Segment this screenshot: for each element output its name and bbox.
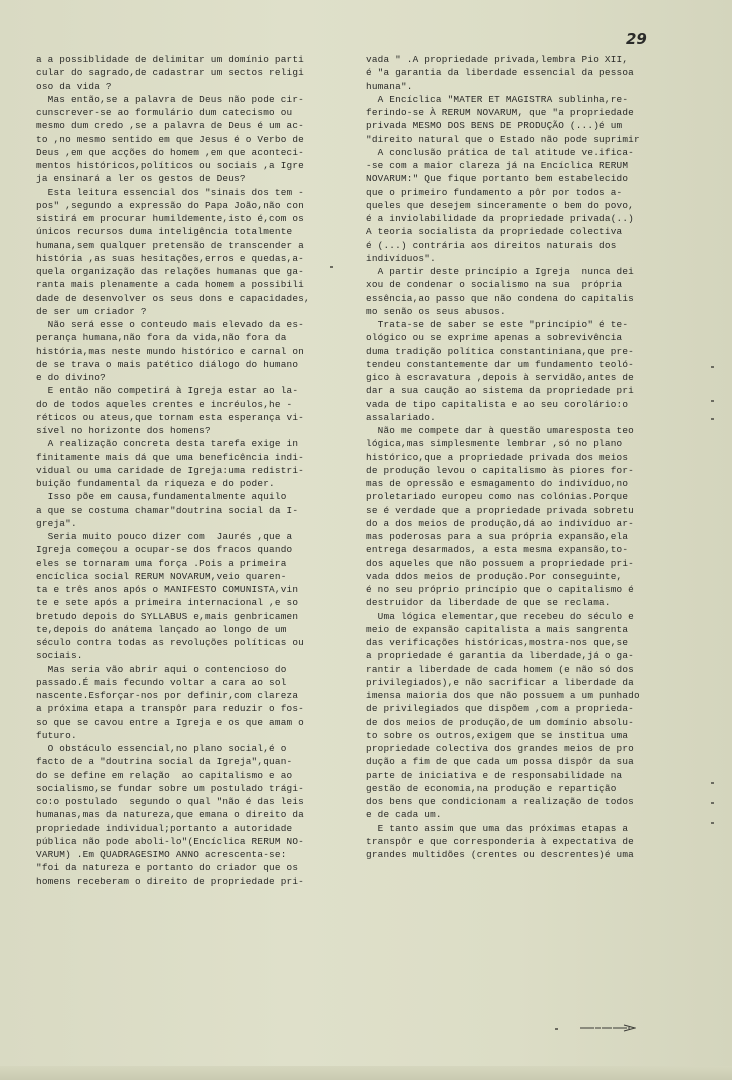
text-line: gestão de economia,na produção e repartição xyxy=(366,782,617,794)
text-line: grandes multidões (crentes ou descrentes)é uma xyxy=(366,849,634,860)
text-line: quela organização das relações humanas que ga- xyxy=(36,266,304,277)
text-line: so que se cavou entre a Igreja e os que amam o xyxy=(36,716,304,728)
text-line: passado.É mais fecundo voltar a cara ao sol xyxy=(36,676,287,688)
text-line: essência,ao passo que não condena do capitalis xyxy=(366,292,634,304)
text-line: dos aqueles que não possuem a propriedade pri- xyxy=(366,557,634,569)
text-line: to sobre os outros,exigem que se institua uma xyxy=(366,729,629,741)
text-line: Uma lógica elementar,que recebeu do século e xyxy=(366,610,634,622)
text-line: destruidor da liberdade de que se reclama. xyxy=(366,597,611,609)
scan-speck xyxy=(711,782,714,784)
text-line: Deus ,em que acções do homem ,em que aconteci- xyxy=(36,146,304,158)
text-line: únicos recursos duma inteligência totalmente xyxy=(36,226,293,238)
text-line: e do divino? xyxy=(36,372,106,383)
text-line: tendeu constantemente dar um fundamento teoló- xyxy=(366,358,634,370)
text-line: Não será esse o conteudo mais elevado da es- xyxy=(36,319,304,330)
text-line: do a dos meios de produção,dá ao indivíduo ar- xyxy=(366,517,634,529)
text-line: homens receberam o direito de propriedade pri- xyxy=(36,875,304,887)
text-line: a próxima etapa a transpôr para reduzir o fos- xyxy=(36,703,304,715)
text-line: xou de condenar o socialismo na sua própria xyxy=(366,279,623,291)
text-line: dução a fim de que cada um possa dispôr da sua xyxy=(366,756,634,768)
text-line: do de todos aqueles crentes e incréulos,he - xyxy=(36,398,293,410)
text-line: vada " .A propriedade privada,lembra Pio XII, xyxy=(366,54,629,65)
text-line: O obstáculo essencial,no plano social,é o xyxy=(36,743,287,754)
scan-speck xyxy=(711,822,714,824)
text-line: transpôr e que corresponderia à expectativa de xyxy=(366,835,634,847)
page-number: 29 xyxy=(626,30,647,48)
text-line: pos" ,segundo a expressão do Papa João,não con xyxy=(36,199,304,211)
text-line: mesmo dum credo ,se a palavra de Deus é um ac- xyxy=(36,120,304,132)
text-line: parte de iniciativa e de responsabilidade na xyxy=(366,769,623,781)
text-line: ológico ou se exprime apenas a sobrevivência xyxy=(366,332,623,344)
scan-speck xyxy=(555,1028,558,1030)
text-line: oso da vida ? xyxy=(36,80,112,92)
text-line: bretudo depois do SYLLABUS e,mais genbricamen xyxy=(36,610,299,622)
scan-speck xyxy=(711,802,714,804)
text-line: A Encíclica "MATER ET MAGISTRA sublinha,re- xyxy=(366,93,629,105)
left-text-column xyxy=(36,53,336,888)
text-line: socialismo,se fundar sobre um postulado trági- xyxy=(36,782,304,794)
text-line: E tanto assim que uma das próximas etapas a xyxy=(366,822,629,834)
text-line: proletariado europeu como nas colónias.Porque xyxy=(366,491,629,503)
text-line: de privilegiados que dispõem ,com a proprieda- xyxy=(366,703,634,715)
text-line: a a possiblidade de delimitar um domínio parti xyxy=(36,54,304,65)
text-line: VARUM) .Em QUADRAGESIMO ANNO acrescenta-se: xyxy=(36,849,287,860)
text-line: e de cada um. xyxy=(366,809,442,821)
text-line: Esta leitura essencial dos "sinais dos tem - xyxy=(36,186,304,198)
text-line: co:o postulado segundo o qual "não é das leis xyxy=(36,796,304,807)
text-line: buição fundamental da riqueza e do poder. xyxy=(36,478,275,489)
text-line: cular do sagrado,de cadastrar um sectos religi xyxy=(36,67,304,79)
text-line: de dos meios de produção,de um domínio absolu- xyxy=(366,716,634,728)
text-line: Não me compete dar à questão umaresposta teo xyxy=(366,425,634,436)
text-line: vada ddos meios de produção.Por conseguinte, xyxy=(366,570,623,582)
text-line: mo senão os seus abusos. xyxy=(366,305,506,317)
text-line: privada MESMO DOS BENS DE PRODUÇÃO (...)é um xyxy=(366,120,623,132)
text-line: A partir deste princípio a Igreja nunca dei xyxy=(366,266,634,277)
text-line: Isso põe em causa,fundamentalmente aquilo xyxy=(36,491,287,503)
scan-speck xyxy=(711,366,714,368)
text-line: de produção levou o capitalismo às piores for- xyxy=(366,464,634,476)
text-line: facto de a "doutrina social da Igreja",quan- xyxy=(36,756,293,768)
text-line: queles que desejem sinceramente o bem do povo, xyxy=(366,199,634,211)
text-line: pública não pode aboli-lo"(Encíclica RERUM NO- xyxy=(36,835,304,847)
text-line: ranta mais plenamente a cada homem a possibili xyxy=(36,279,304,291)
right-text-column xyxy=(366,53,666,861)
text-line: perança humana,não fora da vida,não fora da xyxy=(36,332,287,344)
text-line: propriedade individual;portanto a autoridade xyxy=(36,822,293,834)
text-line: te,depois do anátema lançado ao longo de um xyxy=(36,623,287,635)
text-line: humana,sem qualquer pretensão de transcender a xyxy=(36,239,304,251)
text-line: E então não competirá à Igreja estar ao la- xyxy=(36,385,299,397)
text-line: Trata-se de saber se este "princípio" é te- xyxy=(366,319,629,330)
text-line: dade de desenvolver os seus dons e capacidades, xyxy=(36,292,310,304)
text-line: dar a sua caução ao sistema da propriedade pri xyxy=(366,385,634,397)
text-line: mas de opressão e esmagamento do indivíduo,no xyxy=(366,478,629,489)
text-line: dos bens que condicionam a realização de todos xyxy=(366,796,634,807)
text-line: imensa maioria dos que não possuem a um punhado xyxy=(366,690,640,701)
text-line: século contra todas as revoluções políticas ou xyxy=(36,637,304,648)
text-line: lógica,mas simplesmente lembrar ,só no plano xyxy=(366,438,623,450)
text-line: duma tradição política constantiniana,que pre- xyxy=(366,345,634,357)
text-line: humanas,mas da natureza,que emana o direito da xyxy=(36,809,304,821)
text-line: é (...) contrária aos direitos naturais dos xyxy=(366,239,617,251)
text-line: histórico,que a propriedade privada dos meios xyxy=(366,451,629,463)
text-line: meio de expansão capitalista a mais sangrenta xyxy=(366,623,629,635)
text-line: rantir a liberdade de cada homem (e não só dos xyxy=(366,663,634,675)
text-line: cunscrever-se ao formulário dum catecismo ou xyxy=(36,107,293,118)
text-line: a que se costuma chamar"doutrina social da I- xyxy=(36,504,299,516)
text-line: "direito natural que o Estado não pode suprimir xyxy=(366,133,640,145)
text-line: Igreja começou a ocupar-se dos fracos quando xyxy=(36,544,293,556)
text-line: indivíduos". xyxy=(366,252,436,264)
text-line: sociais. xyxy=(36,650,83,662)
text-line: te e sete após a primeira internacional ,e so xyxy=(36,597,299,609)
text-line: humana". xyxy=(366,80,413,92)
text-line: assalariado. xyxy=(366,411,436,423)
text-line: "foi da natureza e portanto do criador que os xyxy=(36,862,299,874)
text-line: de ser um criador ? xyxy=(36,305,147,317)
text-line: finitamente mais dá que uma beneficência indi- xyxy=(36,451,304,463)
text-line: Seria muito pouco dizer com Jaurés ,que a xyxy=(36,531,293,542)
text-line: to ,no mesmo sentido em que Jesus é o Verbo de xyxy=(36,133,304,145)
text-line: -se com a maior clareza já na Encíclica RERUM xyxy=(366,160,629,171)
text-line: greja". xyxy=(36,517,77,529)
text-line: é a inviolabilidade da propriedade privada(..) xyxy=(366,213,634,224)
text-line: eles se tornaram uma força .Pois a primeira xyxy=(36,557,287,569)
text-line: ja ensinará a ler os gestos de Deus? xyxy=(36,173,246,185)
text-line: vidual ou uma caridade de Igreja:uma redistri- xyxy=(36,464,304,476)
text-line: mentos históricos,políticos ou sociais ,a Igre xyxy=(36,160,304,171)
text-line: é "a garantia da liberdade essencial da pessoa xyxy=(366,67,634,79)
text-line: NOVARUM:" Que fique portanto bem estabelecido xyxy=(366,173,629,185)
text-line: a propriedade é garantia da liberdade,já o ga- xyxy=(366,650,634,662)
arrow-right-icon xyxy=(580,1024,636,1032)
text-line: A realização concreta desta tarefa exige in xyxy=(36,438,299,450)
text-line: encíclica social RERUM NOVARUM,veio quaren- xyxy=(36,570,287,582)
text-line: propriedade colectiva dos grandes meios de pro xyxy=(366,743,634,754)
text-line: vada de tipo capitalista e ao seu corolário:o xyxy=(366,398,629,410)
text-line: réticos ou ateus,que tornam esta esperança vi- xyxy=(36,411,304,423)
text-line: mas poderosas para a sua própria expansão,ela xyxy=(366,531,629,542)
text-line: entrega desarmados, a esta mesma expansão,to- xyxy=(366,544,629,556)
text-line: futuro. xyxy=(36,729,77,741)
text-line: ferindo-se À RERUM NOVARUM, que "a propriedade xyxy=(366,107,634,118)
text-line: A teoria socialista da propriedade colectiva xyxy=(366,226,623,238)
text-line: de se trava o mais patético diálogo do humano xyxy=(36,358,299,370)
scan-speck xyxy=(330,266,333,268)
text-line: nascente.Esforçar-nos por definir,com clareza xyxy=(36,690,299,701)
text-line: ta e três anos após o MANIFESTO COMUNISTA,vin xyxy=(36,584,299,595)
scan-speck xyxy=(711,400,714,402)
text-line: Mas seria vão abrir aqui o contencioso do xyxy=(36,663,287,675)
text-line: sistirá em procurar humildemente,isto é,com os xyxy=(36,213,304,224)
text-line: privilegiados),e não sacrificar a liberdade da xyxy=(366,676,634,688)
text-line: Mas então,se a palavra de Deus não pode cir- xyxy=(36,93,304,105)
scan-speck xyxy=(711,418,714,420)
text-line: história,mas neste mundo histórico e carnal on xyxy=(36,345,304,357)
text-line: A conclusão prática de tal atitude ve.ifica- xyxy=(366,146,634,158)
text-line: se é verdade que a propriedade privada sobretu xyxy=(366,504,634,516)
text-line: sível no horizonte dos homens? xyxy=(36,425,211,436)
text-line: gico à escravatura ,depois à servidão,antes de xyxy=(366,372,634,383)
text-line: das verificações históricas,mostra-nos que,se xyxy=(366,637,629,648)
text-line: história ,as suas hesitações,erros e quedas,a- xyxy=(36,252,304,264)
page-bottom-edge xyxy=(0,1066,732,1080)
text-line: que o primeiro fundamento a pôr por todos a- xyxy=(366,186,623,198)
text-line: é no seu próprio princípio que o capitalismo é xyxy=(366,584,634,595)
text-line: do se define em relação ao capitalismo e ao xyxy=(36,769,293,781)
